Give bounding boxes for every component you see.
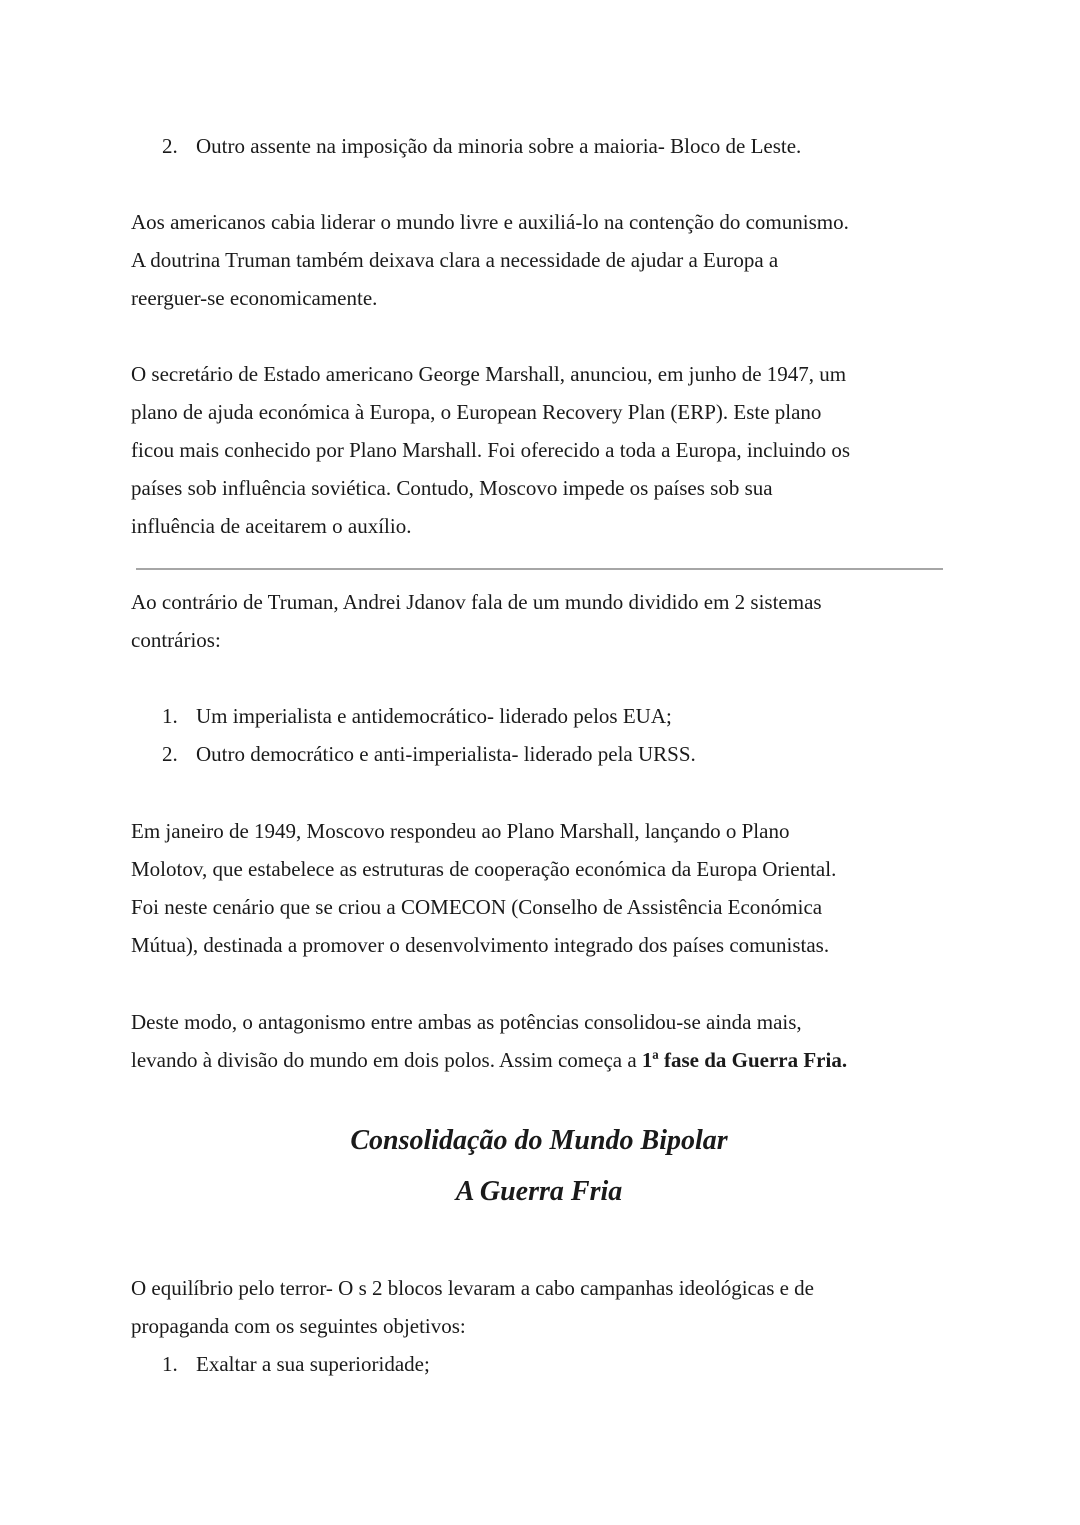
paragraph-line: ficou mais conhecido por Plano Marshall. Foi oferecido a toda a Europa, incluindo os	[131, 438, 851, 462]
section-subheading: A Guerra Fria	[455, 1176, 623, 1207]
horizontal-divider	[136, 568, 943, 570]
list-number: 1.	[162, 1352, 178, 1376]
list-text: Um imperialista e antidemocrático- liderado pelos EUA;	[196, 704, 672, 728]
paragraph-line: propaganda com os seguintes objetivos:	[131, 1314, 466, 1338]
paragraph-line: A doutrina Truman também deixava clara a necessidade de ajudar a Europa a	[131, 248, 779, 272]
list-text: Exaltar a sua superioridade;	[196, 1352, 430, 1376]
paragraph-line: O equilíbrio pelo terror- O s 2 blocos levaram a cabo campanhas ideológicas e de	[131, 1276, 815, 1300]
emphasis-text: 1ª fase da Guerra Fria.	[641, 1048, 848, 1072]
list-text: Outro assente na imposição da minoria sobre a maioria- Bloco de Leste.	[196, 134, 802, 158]
list-number: 2.	[162, 742, 178, 766]
paragraph-line: reerguer-se economicamente.	[131, 286, 378, 310]
paragraph-line: Em janeiro de 1949, Moscovo respondeu ao Plano Marshall, lançando o Plano	[131, 819, 790, 843]
paragraph-line: plano de ajuda económica à Europa, o European Recovery Plan (ERP). Este plano	[131, 400, 822, 424]
paragraph-line: Deste modo, o antagonismo entre ambas as potências consolidou-se ainda mais,	[131, 1010, 802, 1034]
paragraph-line: Mútua), destinada a promover o desenvolvimento integrado dos países comunistas.	[131, 933, 830, 957]
paragraph-line: Aos americanos cabia liderar o mundo livre e auxiliá-lo na contenção do comunismo.	[131, 210, 849, 234]
list-number: 1.	[162, 704, 178, 728]
section-heading: Consolidação do Mundo Bipolar	[350, 1125, 728, 1156]
paragraph-line: O secretário de Estado americano George Marshall, anunciou, em junho de 1947, um	[131, 362, 847, 386]
paragraph-line: influência de aceitarem o auxílio.	[131, 514, 412, 538]
paragraph-line: países sob influência soviética. Contudo, Moscovo impede os países sob sua	[131, 476, 773, 500]
paragraph-line: Ao contrário de Truman, Andrei Jdanov fala de um mundo dividido em 2 sistemas	[131, 590, 822, 614]
paragraph-line: contrários:	[131, 628, 221, 652]
paragraph-line: Molotov, que estabelece as estruturas de cooperação económica da Europa Oriental.	[131, 857, 837, 881]
paragraph-line	[131, 1041, 847, 1079]
paragraph-line: Foi neste cenário que se criou a COMECON (Conselho de Assistência Económica	[131, 895, 823, 919]
list-text: Outro democrático e anti-imperialista- liderado pela URSS.	[196, 742, 696, 766]
list-number: 2.	[162, 134, 178, 158]
paragraph-text: levando à divisão do mundo em dois polos. Assim começa a	[131, 1048, 642, 1072]
